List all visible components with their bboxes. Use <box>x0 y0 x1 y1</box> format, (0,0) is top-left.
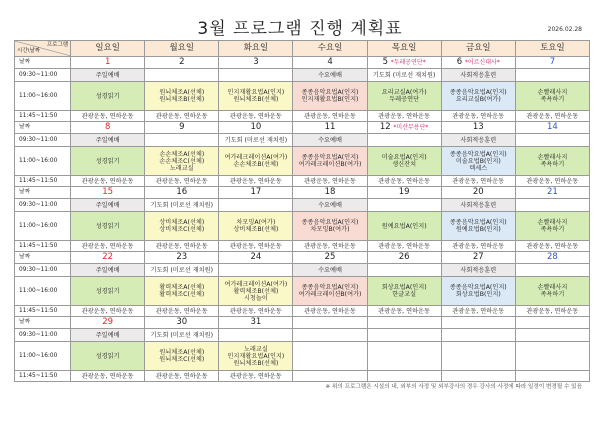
p2-cell-sun: 성경읽기 <box>71 212 145 241</box>
day-header-mon: 월요일 <box>145 41 219 57</box>
date-row-label: 날짜 <box>15 122 71 134</box>
date-number: 7 <box>549 57 556 67</box>
time-label-p3: 11:45~11:50 <box>15 111 71 122</box>
p3-cell-sun: 관광운동, 연하운동 <box>71 111 145 122</box>
date-cell-tue <box>219 317 293 329</box>
p3-cell-fri: 관광운동, 연하운동 <box>441 176 515 187</box>
p2-cell-wed: 종종음악요법A(인지) 여가레크레이션B(여가) <box>293 277 367 306</box>
date-cell-thu <box>367 317 441 329</box>
p2-cell-tue: 여가레크레이션A(여가) 활력체조B(선체) 시청놀이 <box>219 277 293 306</box>
date-number: 13 <box>472 122 484 132</box>
day-header-fri: 금요일 <box>441 41 515 57</box>
p1-cell-wed: 수요예배 <box>293 199 367 212</box>
date-cell-mon <box>145 317 219 329</box>
p3-cell-wed: 관광운동, 연하운동 <box>293 111 367 122</box>
p3-cell-thu <box>367 371 441 382</box>
p2-cell-sun: 성경읽기 <box>71 277 145 306</box>
date-cell-wed <box>293 317 367 329</box>
event-tag: *어르신대사* <box>464 59 500 66</box>
p3-cell-fri <box>441 371 515 382</box>
p1-cell-tue <box>219 264 293 277</box>
date-number: 17 <box>250 187 262 197</box>
date-cell-thu <box>367 252 441 264</box>
p1-cell-sun: 주일예배 <box>71 264 145 277</box>
p3-cell-sat: 관광운동, 연하운동 <box>515 241 589 252</box>
date-cell-sat <box>515 317 589 329</box>
date-cell-tue <box>219 122 293 134</box>
corner-program-label: 프로그램 <box>46 42 69 48</box>
p2-cell-thu: 요리교실A(여가) 두레공연단 <box>367 82 441 111</box>
p1-cell-fri: 사회적응훈련 <box>441 134 515 147</box>
p2-cell-sat: 손빨래사지 족욕하기 <box>515 277 589 306</box>
date-number: 8 <box>104 122 111 132</box>
date-number: 31 <box>250 317 262 327</box>
p2-cell-wed <box>293 342 367 371</box>
time-label-p2: 11:00~16:00 <box>15 147 71 176</box>
p2-cell-mon: 상비체조A(선체) 상비체조C(선체) <box>145 212 219 241</box>
date-number: 30 <box>176 317 188 327</box>
p1-cell-sun: 주일예배 <box>71 199 145 212</box>
date-number: 26 <box>398 252 410 262</box>
date-row <box>15 317 590 329</box>
p1-cell-sat <box>515 199 589 212</box>
date-row-label: 날짜 <box>15 57 71 69</box>
date-cell-fri <box>441 187 515 199</box>
date-cell-tue <box>219 57 293 69</box>
time-label-p2: 11:00~16:00 <box>15 277 71 306</box>
date-cell-sat <box>515 122 589 134</box>
p1-cell-tue <box>219 199 293 212</box>
p1-cell-wed: 수요예배 <box>293 69 367 82</box>
date-cell-sat <box>515 187 589 199</box>
day-header-sat: 토요일 <box>515 41 589 57</box>
p1-cell-wed: 수요예배 <box>293 264 367 277</box>
p3-cell-wed: 관광운동, 연하운동 <box>293 176 367 187</box>
p3-cell-sun: 관광운동, 연하운동 <box>71 241 145 252</box>
p2-cell-fri: 종종음악요법A(인지) 회상요법B(인지) <box>441 277 515 306</box>
page-title: 3월 프로그램 진행 계획표 <box>197 19 403 39</box>
date-cell-sun <box>71 317 145 329</box>
p2-cell-wed: 종종음악요법A(인지) 차모밍B(여가) <box>293 212 367 241</box>
program-row-p1 <box>15 134 590 147</box>
p3-cell-wed: 관광운동, 연하운동 <box>293 241 367 252</box>
date-cell-thu <box>367 187 441 199</box>
p2-cell-thu: 원예요법A(인지) <box>367 212 441 241</box>
p2-cell-mon: 손손체조A(선체) 손손체조C(선체) 노래교실 <box>145 147 219 176</box>
time-label-p2: 11:00~16:00 <box>15 82 71 111</box>
p3-cell-fri: 관광운동, 연하운동 <box>441 241 515 252</box>
date-cell-wed <box>293 252 367 264</box>
p3-cell-sun: 관광운동, 연하운동 <box>71 176 145 187</box>
date-number: 24 <box>250 252 262 262</box>
date-cell-sun <box>71 187 145 199</box>
date-row <box>15 252 590 264</box>
p2-cell-thu <box>367 342 441 371</box>
date-number: 10 <box>250 122 262 132</box>
p3-cell-thu: 관광운동, 연하운동 <box>367 306 441 317</box>
date-cell-thu <box>367 57 441 69</box>
p3-cell-wed: 관광운동, 연하운동 <box>293 306 367 317</box>
footnote: ※ 위의 프로그램은 시설의 내, 외부의 사정 및 외부강사의 경우 강사의 사정에 따라 일정이 변경될 수 있음 <box>325 384 582 390</box>
p1-cell-sat <box>515 134 589 147</box>
p3-cell-thu: 관광운동, 연하운동 <box>367 241 441 252</box>
p2-cell-tue: 여가레크레이션A(여가) 손손체조B(선체) <box>219 147 293 176</box>
program-row-p1 <box>15 264 590 277</box>
date-number: 4 <box>327 57 333 67</box>
date-cell-wed <box>293 187 367 199</box>
p1-cell-tue: 기도회 (미로선 재치원) <box>219 134 293 147</box>
p3-cell-tue: 관광운동, 연하운동 <box>219 111 293 122</box>
time-label-p3: 11:45~11:50 <box>15 371 71 382</box>
date-cell-tue <box>219 252 293 264</box>
date-number: 25 <box>324 252 336 262</box>
program-row-p3 <box>15 306 590 317</box>
p3-cell-wed <box>293 371 367 382</box>
p1-cell-sun: 주일예배 <box>71 134 145 147</box>
date-row <box>15 187 590 199</box>
p3-cell-tue: 관광운동, 연하운동 <box>219 371 293 382</box>
date-number: 1 <box>104 57 111 67</box>
time-label-p1: 09:30~11:00 <box>15 69 71 82</box>
date-number: 11 <box>324 122 336 132</box>
header-row <box>15 41 590 57</box>
program-row-p3 <box>15 371 590 382</box>
p1-cell-mon: 기도회 (미로선 재치원) <box>145 264 219 277</box>
date-number: 14 <box>547 122 558 132</box>
event-tag: *두레공연단* <box>390 59 426 66</box>
p2-cell-sat: 손빨래사지 족욕하기 <box>515 147 589 176</box>
date-number: 27 <box>472 252 484 262</box>
date-number: 19 <box>398 187 410 197</box>
date-row <box>15 57 590 69</box>
date-cell-mon <box>145 122 219 134</box>
p2-cell-sun: 성경읽기 <box>71 82 145 111</box>
p1-cell-wed: 수요예배 <box>293 134 367 147</box>
time-label-p3: 11:45~11:50 <box>15 306 71 317</box>
p1-cell-thu <box>367 329 441 342</box>
p2-cell-sat <box>515 342 589 371</box>
p2-cell-fri <box>441 342 515 371</box>
p1-cell-thu <box>367 199 441 212</box>
event-tag: *미산무용단* <box>393 124 429 131</box>
p1-cell-mon <box>145 134 219 147</box>
date-number: 29 <box>102 317 114 327</box>
time-label-p2: 11:00~16:00 <box>15 342 71 371</box>
p3-cell-fri: 관광운동, 연하운동 <box>441 111 515 122</box>
p2-cell-tue: 노래교실 인지재활요법A(인지) 원뇌체조B(선체) <box>219 342 293 371</box>
p3-cell-mon: 관광운동, 연하운동 <box>145 111 219 122</box>
date-cell-tue <box>219 187 293 199</box>
p3-cell-tue: 관광운동, 연하운동 <box>219 241 293 252</box>
corner-time-label: 시간\날짜 <box>17 48 41 54</box>
p1-cell-wed <box>293 329 367 342</box>
time-label-p3: 11:45~11:50 <box>15 241 71 252</box>
p1-cell-fri <box>441 329 515 342</box>
date-number: 21 <box>547 187 558 197</box>
date-number: 18 <box>324 187 336 197</box>
date-number: 6 <box>456 57 463 67</box>
date-row <box>15 122 590 134</box>
date-number: 28 <box>547 252 558 262</box>
p2-cell-sat: 손빨래사지 족욕하기 <box>515 212 589 241</box>
p1-cell-sat <box>515 329 589 342</box>
date-row-label: 날짜 <box>15 317 71 329</box>
date-number: 5 <box>382 57 389 67</box>
p3-cell-fri: 관광운동, 연하운동 <box>441 306 515 317</box>
p1-cell-mon <box>145 69 219 82</box>
p1-cell-sun: 주일예배 <box>71 69 145 82</box>
program-row-p3 <box>15 176 590 187</box>
p2-cell-mon: 원뇌체조A(선체) 원뇌체조B(선체) <box>145 82 219 111</box>
date-cell-wed <box>293 122 367 134</box>
p2-cell-mon: 활력체조A(선체) 활력체조C(선체) <box>145 277 219 306</box>
date-number: 23 <box>176 252 188 262</box>
program-row-p3 <box>15 241 590 252</box>
program-row-p1 <box>15 329 590 342</box>
p1-cell-thu <box>367 264 441 277</box>
date-row-label: 날짜 <box>15 252 71 264</box>
p1-cell-thu <box>367 134 441 147</box>
p1-cell-fri: 사회적응훈련 <box>441 69 515 82</box>
p2-cell-tue: 인지재활요법A(인지) 원뇌체조B(선체) <box>219 82 293 111</box>
date-cell-thu <box>367 122 441 134</box>
program-row-p3 <box>15 111 590 122</box>
document-date: 2026.02.28 <box>547 26 582 33</box>
p1-cell-sat <box>515 69 589 82</box>
date-number: 9 <box>179 122 185 132</box>
p1-cell-sun: 주일예배 <box>71 329 145 342</box>
day-header-wed: 수요일 <box>293 41 367 57</box>
date-cell-sun <box>71 57 145 69</box>
p1-cell-tue <box>219 329 293 342</box>
day-header-tue: 화요일 <box>219 41 293 57</box>
schedule-table <box>14 40 590 382</box>
p3-cell-sun: 관광운동, 연하운동 <box>71 371 145 382</box>
p3-cell-tue: 관광운동, 연하운동 <box>219 176 293 187</box>
day-header-thu: 목요일 <box>367 41 441 57</box>
p3-cell-thu: 관광운동, 연하운동 <box>367 176 441 187</box>
time-label-p1: 09:30~11:00 <box>15 134 71 147</box>
p3-cell-mon: 관광운동, 연하운동 <box>145 371 219 382</box>
p2-cell-fri: 종종음악요법A(인지) 요리교실B(여가) <box>441 82 515 111</box>
p2-cell-sat: 손빨래사지 족욕하기 <box>515 82 589 111</box>
p1-cell-mon: 기도회 (미로선 재치원) <box>145 329 219 342</box>
p2-cell-sun: 성경읽기 <box>71 342 145 371</box>
p1-cell-fri: 사회적응훈련 <box>441 264 515 277</box>
date-cell-fri <box>441 317 515 329</box>
date-number: 22 <box>102 252 114 262</box>
date-cell-mon <box>145 252 219 264</box>
p2-cell-wed: 종종음악요법A(인지) 인지재활요법B(인지) <box>293 82 367 111</box>
p1-cell-sat <box>515 264 589 277</box>
p3-cell-mon: 관광운동, 연하운동 <box>145 241 219 252</box>
program-row-p1 <box>15 199 590 212</box>
date-cell-mon <box>145 187 219 199</box>
date-cell-sat <box>515 57 589 69</box>
date-cell-mon <box>145 57 219 69</box>
p3-cell-thu: 관광운동, 연하운동 <box>367 111 441 122</box>
date-cell-fri <box>441 57 515 69</box>
time-label-p2: 11:00~16:00 <box>15 212 71 241</box>
p3-cell-mon: 관광운동, 연하운동 <box>145 176 219 187</box>
time-label-p1: 09:30~11:00 <box>15 264 71 277</box>
date-number: 12 <box>379 122 391 132</box>
date-number: 16 <box>176 187 188 197</box>
program-row-p1 <box>15 69 590 82</box>
program-row-p2 <box>15 212 590 241</box>
program-row-p2 <box>15 342 590 371</box>
p3-cell-mon: 관광운동, 연하운동 <box>145 306 219 317</box>
p1-cell-mon: 기도회 (미로선 재치원) <box>145 199 219 212</box>
time-label-p3: 11:45~11:50 <box>15 176 71 187</box>
schedule-body <box>15 57 590 382</box>
p3-cell-sun: 관광운동, 연하운동 <box>71 306 145 317</box>
p3-cell-sat: 관광운동, 연하운동 <box>515 111 589 122</box>
date-cell-sat <box>515 252 589 264</box>
program-row-p2 <box>15 82 590 111</box>
p3-cell-sat <box>515 371 589 382</box>
p2-cell-tue: 차모밍A(여가) 상비체조B(선체) <box>219 212 293 241</box>
date-cell-sun <box>71 252 145 264</box>
p3-cell-sat: 관광운동, 연하운동 <box>515 306 589 317</box>
date-cell-fri <box>441 252 515 264</box>
p2-cell-fri: 종종음악요법A(인지) 미술요법B(인지) 텍세스 <box>441 147 515 176</box>
p3-cell-sat: 관광운동, 연하운동 <box>515 176 589 187</box>
p2-cell-sun: 성경읽기 <box>71 147 145 176</box>
date-number: 15 <box>102 187 114 197</box>
p3-cell-tue: 관광운동, 연하운동 <box>219 306 293 317</box>
date-cell-sun <box>71 122 145 134</box>
p2-cell-fri: 종종음악요법A(인지) 원예요법B(인지) <box>441 212 515 241</box>
program-row-p2 <box>15 147 590 176</box>
p1-cell-tue <box>219 69 293 82</box>
day-header-sun: 일요일 <box>71 41 145 57</box>
date-cell-wed <box>293 57 367 69</box>
p2-cell-thu: 회상요법A(인지) 한글교실 <box>367 277 441 306</box>
date-cell-fri <box>441 122 515 134</box>
header-corner <box>15 41 71 57</box>
date-number: 3 <box>253 57 259 67</box>
p1-cell-fri: 사회적응훈련 <box>441 199 515 212</box>
time-label-p1: 09:30~11:00 <box>15 329 71 342</box>
date-number: 2 <box>179 57 185 67</box>
program-row-p2 <box>15 277 590 306</box>
p2-cell-mon: 원뇌체조A(선체) 원뇌체조C(선체) <box>145 342 219 371</box>
p2-cell-wed: 종종음악요법A(인지) 여가레크레이션B(여가) <box>293 147 367 176</box>
p2-cell-thu: 미술요법A(인지) 생신잔치 <box>367 147 441 176</box>
date-row-label: 날짜 <box>15 187 71 199</box>
p1-cell-thu: 기도회 (미로선 재치원) <box>367 69 441 82</box>
time-label-p1: 09:30~11:00 <box>15 199 71 212</box>
date-number: 20 <box>472 187 484 197</box>
